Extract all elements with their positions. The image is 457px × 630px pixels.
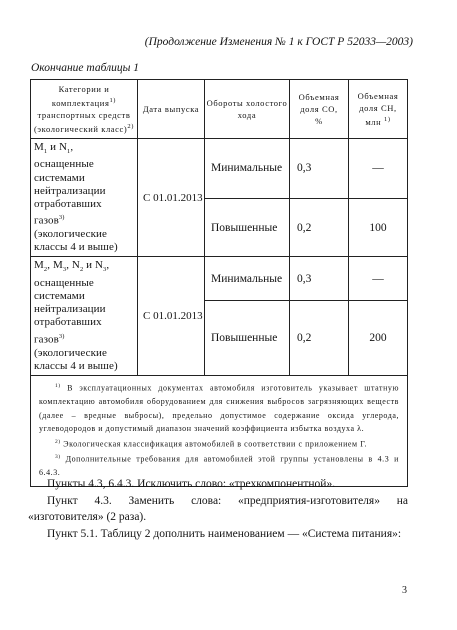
paragraph: Пункт 5.1. Таблицу 2 дополнить наименованием — «Система питания»: bbox=[47, 527, 402, 540]
ch-high-cell: 200 bbox=[349, 301, 408, 376]
category-cell: $М_1$ и $N_1$, оснащенные системами нейтрализации отработавших газов$^{3)}$ (экологические классы 4 и выше) bbox=[31, 139, 138, 257]
idle-high-cell: Повышенные bbox=[205, 301, 290, 376]
document-header: (Продолжение Изменения № 1 к ГОСТ Р 52033—2003) bbox=[144, 36, 413, 48]
footnote: $^{3)}$ Дополнительные требования для автомобилей этой группы установлены в 4.3 и 6.4.3. bbox=[39, 454, 399, 478]
date-cell: С 01.01.2013 bbox=[138, 139, 205, 257]
idle-min-cell: Минимальные bbox=[205, 257, 290, 301]
idle-min-cell: Минимальные bbox=[205, 139, 290, 199]
footnotes-cell bbox=[31, 375, 408, 486]
ch-min-cell: — bbox=[349, 257, 408, 301]
paragraph: Пункты 4.3, 6.4.3. Исключить слово: «трехкомпонентной». bbox=[47, 478, 336, 490]
emissions-table bbox=[30, 79, 408, 487]
ch-min-cell: — bbox=[349, 139, 408, 199]
header-category: Категории и комплектация$^{1)}$ транспортных средств (экологический класс)$^{2)}$ bbox=[31, 80, 138, 139]
category-cell: $М_2$, $М_3$, $N_2$ и $N_3$, оснащенные системами нейтрализации отработавших газов$^{3)}$ (экологические классы 4 и выше) bbox=[31, 257, 138, 375]
paragraph: Пункт 4.3. Заменить слова: «предприятия-изготовителя» на «изготовителя» (2 раза). bbox=[28, 494, 408, 523]
ch-high-cell: 100 bbox=[349, 198, 408, 257]
amendment-text bbox=[28, 476, 408, 542]
co-high-cell: 0,2 bbox=[290, 301, 349, 376]
page-number: 3 bbox=[402, 585, 407, 596]
header-co-fraction: Объемная доля СО, % bbox=[290, 80, 349, 139]
co-high-cell: 0,2 bbox=[290, 198, 349, 257]
table-caption: Окончание таблицы 1 bbox=[31, 62, 139, 74]
header-date: Дата выпуска bbox=[138, 80, 205, 139]
date-cell: С 01.01.2013 bbox=[138, 257, 205, 375]
footnote: $^{1)}$ В эксплуатационных документах автомобиля изготовитель указывает штатную комплектацию автомобиля оборудованием для снижения выбросов загрязняющих веществ (далее – вредные выбросы), предельно допустимое содержание оксида углерода, углеводородов и допустимый диапазон значений коэффициента избытка воздуха λ. bbox=[39, 382, 399, 434]
co-min-cell: 0,3 bbox=[290, 257, 349, 301]
co-min-cell: 0,3 bbox=[290, 139, 349, 199]
table-header-row bbox=[31, 80, 408, 139]
footnote: $^{2)}$ Экологическая классификация автомобилей в соответствии с приложением Г. bbox=[55, 438, 368, 449]
idle-high-cell: Повышенные bbox=[205, 198, 290, 257]
header-idle-speed: Обороты холостого хода bbox=[205, 80, 290, 139]
header-ch-fraction: Объемная доля СН, млн $^{1)}$ bbox=[349, 80, 408, 139]
table-row bbox=[31, 257, 408, 301]
table-row bbox=[31, 139, 408, 199]
footnotes-row bbox=[31, 375, 408, 486]
